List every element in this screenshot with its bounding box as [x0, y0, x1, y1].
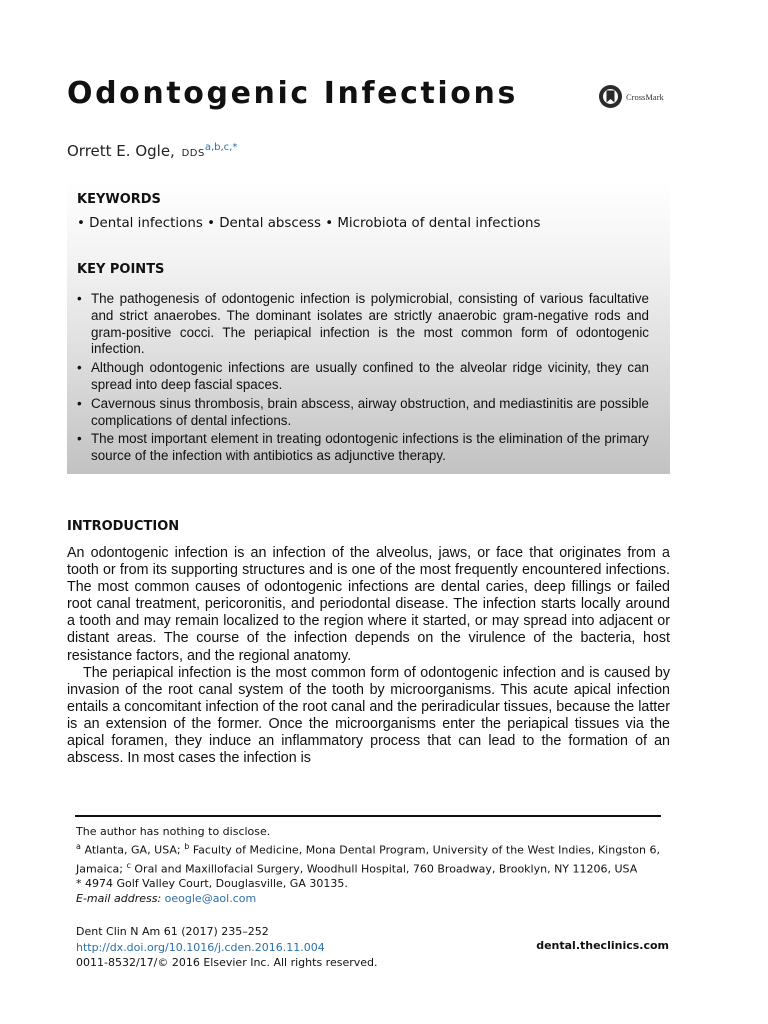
affiliation-mark-c: c [126, 860, 131, 870]
key-point-item [77, 291, 649, 358]
key-point-text: The most important element in treating odontogenic infections is the elimination of the primary source of the infection with antibiotics as adjunctive therapy. [91, 431, 649, 464]
key-point-bullet: • [77, 395, 82, 411]
keyword-item: Dental infections [89, 216, 203, 231]
keyword-item: Dental abscess [219, 216, 321, 231]
affiliation-mark-a: a [76, 842, 81, 851]
affiliation-mark-b: b [184, 842, 190, 851]
disclosure-note: The author has nothing to disclose. [76, 825, 271, 838]
author-affiliation-links[interactable]: a,b,c,* [204, 142, 238, 153]
affiliation-a: Atlanta, GA, USA; [80, 843, 185, 857]
keyword-separator: • [207, 216, 220, 231]
footnote-divider [75, 815, 661, 817]
crossmark-label: CrossMark [626, 91, 664, 102]
key-point-text: Although odontogenic infections are usually confined to the alveolar ridge vicinity, they can spread into deep fascial spaces. [91, 360, 649, 392]
doi-link[interactable]: http://dx.doi.org/10.1016/j.cden.2016.11.004 [76, 940, 325, 954]
email-line [76, 891, 660, 906]
key-point-bullet: • [77, 431, 82, 447]
article-title: Odontogenic Infections [67, 76, 518, 111]
keyword-separator: • [325, 216, 338, 231]
key-point-text: Cavernous sinus thrombosis, brain abscess, airway obstruction, and mediastinitis are possible complications of dental infections. [91, 395, 649, 428]
key-points-heading: KEY POINTS [77, 262, 165, 277]
crossmark-icon [598, 84, 623, 109]
keywords-line [77, 216, 541, 231]
affiliations-note [76, 839, 660, 876]
key-point-bullet: • [77, 360, 82, 376]
email-link[interactable]: oeogle@aol.com [164, 892, 257, 906]
keywords-keypoints-box [67, 180, 670, 474]
affiliation-b: Faculty of Medicine, Mona Dental Program, University of the West Indies, Kingston 6, Jamaica; [76, 843, 660, 876]
crossmark-badge[interactable] [598, 84, 664, 109]
keyword-item: Microbiota of dental infections [337, 216, 541, 231]
author-degree: DDS [181, 148, 205, 159]
author-name: Orrett E. Ogle, [67, 142, 175, 160]
author-line [67, 142, 237, 160]
introduction-body [67, 545, 670, 767]
citation-block [76, 924, 378, 971]
copyright-line: 0011-8532/17/© 2016 Elsevier Inc. All rights reserved. [76, 956, 378, 969]
key-point-item [77, 360, 649, 394]
keywords-bullet: • [77, 216, 85, 231]
footnotes [76, 824, 660, 906]
key-point-text: The pathogenesis of odontogenic infection is polymicrobial, consisting of various facultative and strict anaerobes. The dominant isolates are strictly anaerobic gram-negative rods and gram-positive cocci. The periapical infection is the most common form of odontogenic infection. [91, 291, 649, 357]
key-point-item [77, 396, 649, 430]
key-point-item [77, 431, 649, 465]
key-points-list [77, 291, 649, 467]
affiliation-c: Oral and Maxillofacial Surgery, Woodhull Hospital, 760 Broadway, Brooklyn, NY 11206, USA [130, 862, 638, 876]
body-paragraph: The periapical infection is the most common form of odontogenic infection and is caused by invasion of the root canal system of the tooth by microorganisms. This acute apical infection entails a concomitant infection of the root canal and the periradicular tissues, because the latter is an extension of the former. Once the microorganisms enter the periapical tissues via the apical foramen, they induce an inflammatory process that can lead to the formation of an abscess. In most cases the infection is [67, 664, 670, 767]
body-paragraph: An odontogenic infection is an infection of the alveolus, jaws, or face that originates from a tooth or from its supporting structures and is one of the most frequently encountered infections. The most common causes of odontogenic infections are dental caries, deep fillings or failed root canal treatment, pericoronitis, and periodontal disease. The infection starts locally around a tooth and may remain localized to the region where it started, or may spread into adjacent or distant areas. The course of the infection depends on the virulence of the bacteria, host resistance factors, and the regional anatomy. [67, 545, 670, 664]
journal-citation: Dent Clin N Am 61 (2017) 235–252 [76, 925, 269, 938]
correspondence-address: * 4974 Golf Valley Court, Douglasville, GA 30135. [76, 877, 348, 891]
email-label: E-mail address: [76, 892, 162, 906]
key-point-bullet: • [77, 291, 82, 306]
introduction-heading: INTRODUCTION [67, 519, 180, 534]
keywords-heading: KEYWORDS [77, 192, 161, 207]
journal-site-link[interactable]: dental.theclinics.com [536, 939, 669, 952]
